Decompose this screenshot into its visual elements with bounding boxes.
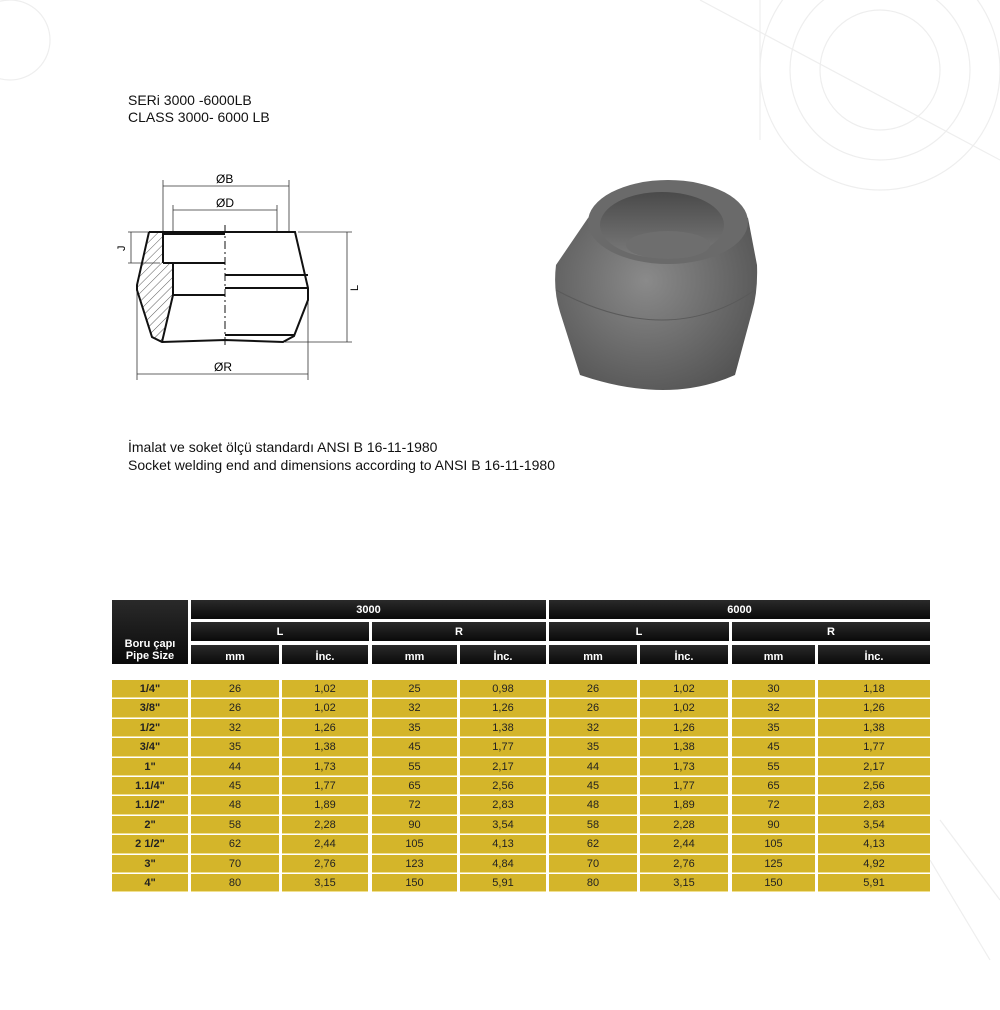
table-cell: 70 (191, 855, 279, 873)
table-cell: 4,92 (818, 855, 930, 873)
subgroup-header: L (191, 622, 369, 641)
table-cell: 1,26 (818, 699, 930, 718)
table-cell: 2,44 (282, 835, 368, 854)
table-cell: 35 (372, 719, 457, 737)
table-cell: 70 (549, 855, 637, 873)
class-title: CLASS 3000- 6000 LB (128, 109, 270, 125)
table-cell: 32 (549, 719, 637, 737)
table-cell: 55 (372, 758, 457, 776)
unit-header: İnc. (282, 645, 368, 664)
pipe-size-cell: 1.1/2" (112, 796, 188, 815)
table-cell: 5,91 (818, 874, 930, 892)
pipe-size-cell: 1.1/4" (112, 777, 188, 795)
unit-header: mm (732, 645, 815, 664)
table-cell: 2,56 (818, 777, 930, 795)
table-cell: 2,28 (640, 816, 728, 834)
label-d: ØD (216, 196, 234, 210)
unit-header: mm (372, 645, 457, 664)
table-cell: 1,18 (818, 680, 930, 698)
pipe-size-cell: 1" (112, 758, 188, 776)
table-cell: 1,02 (640, 680, 728, 698)
table-cell: 1,89 (640, 796, 728, 815)
table-cell: 150 (732, 874, 815, 892)
table-cell: 45 (372, 738, 457, 757)
table-cell: 45 (549, 777, 637, 795)
table-cell: 26 (191, 699, 279, 718)
table-cell: 3,15 (282, 874, 368, 892)
table-cell: 72 (732, 796, 815, 815)
label-l: L (349, 284, 361, 291)
group-header: 3000 (191, 600, 546, 619)
table-cell: 2,56 (460, 777, 546, 795)
pipe-size-cell: 1/2" (112, 719, 188, 737)
pipe-size-cell: 3/4" (112, 738, 188, 757)
pipe-size-cell: 2" (112, 816, 188, 834)
table-cell: 2,28 (282, 816, 368, 834)
table-cell: 2,17 (818, 758, 930, 776)
table-cell: 2,17 (460, 758, 546, 776)
subgroup-header: R (372, 622, 546, 641)
table-cell: 45 (191, 777, 279, 795)
pipe-size-header-en: Pipe Size (125, 650, 175, 662)
unit-header: İnc. (818, 645, 930, 664)
subgroup-header: L (549, 622, 729, 641)
label-b: ØB (216, 172, 234, 186)
unit-header: mm (549, 645, 637, 664)
table-cell: 35 (549, 738, 637, 757)
table-cell: 1,77 (818, 738, 930, 757)
fitting-photo (555, 180, 757, 390)
table-cell: 1,26 (282, 719, 368, 737)
table-cell: 65 (732, 777, 815, 795)
table-cell: 2,44 (640, 835, 728, 854)
table-cell: 80 (191, 874, 279, 892)
table-cell: 1,02 (282, 699, 368, 718)
table-cell: 32 (732, 699, 815, 718)
technical-drawing (0, 0, 1000, 420)
table-cell: 1,77 (282, 777, 368, 795)
table-cell: 44 (549, 758, 637, 776)
pipe-size-header (112, 600, 188, 664)
table-cell: 1,77 (640, 777, 728, 795)
table-cell: 2,76 (640, 855, 728, 873)
table-cell: 125 (732, 855, 815, 873)
series-title: SERi 3000 -6000LB (128, 92, 252, 108)
table-cell: 1,38 (460, 719, 546, 737)
table-cell: 30 (732, 680, 815, 698)
table-cell: 65 (372, 777, 457, 795)
table-cell: 80 (549, 874, 637, 892)
table-cell: 4,13 (460, 835, 546, 854)
pipe-size-cell: 4" (112, 874, 188, 892)
table-cell: 1,73 (640, 758, 728, 776)
table-cell: 58 (191, 816, 279, 834)
pipe-size-cell: 3" (112, 855, 188, 873)
standard-note-tr: İmalat ve soket ölçü standardı ANSI B 16-11-1980 (128, 439, 438, 455)
table-cell: 0,98 (460, 680, 546, 698)
table-cell: 90 (372, 816, 457, 834)
pipe-size-header-tr: Boru çapı (124, 638, 176, 650)
table-cell: 62 (549, 835, 637, 854)
table-cell: 48 (549, 796, 637, 815)
unit-header: İnc. (640, 645, 728, 664)
table-cell: 72 (372, 796, 457, 815)
pipe-size-cell: 2 1/2" (112, 835, 188, 854)
unit-header: mm (191, 645, 279, 664)
table-cell: 4,13 (818, 835, 930, 854)
pipe-size-cell: 3/8" (112, 699, 188, 718)
table-cell: 55 (732, 758, 815, 776)
table-cell: 1,38 (640, 738, 728, 757)
table-cell: 1,73 (282, 758, 368, 776)
table-cell: 105 (372, 835, 457, 854)
table-cell: 90 (732, 816, 815, 834)
table-cell: 62 (191, 835, 279, 854)
table-cell: 26 (191, 680, 279, 698)
table-cell: 4,84 (460, 855, 546, 873)
table-cell: 3,15 (640, 874, 728, 892)
table-cell: 1,89 (282, 796, 368, 815)
table-cell: 1,02 (640, 699, 728, 718)
table-cell: 2,83 (818, 796, 930, 815)
table-cell: 1,26 (640, 719, 728, 737)
table-cell: 105 (732, 835, 815, 854)
pipe-size-cell: 1/4" (112, 680, 188, 698)
table-cell: 123 (372, 855, 457, 873)
label-r: ØR (214, 360, 232, 374)
table-cell: 48 (191, 796, 279, 815)
table-cell: 3,54 (818, 816, 930, 834)
unit-header: İnc. (460, 645, 546, 664)
table-cell: 58 (549, 816, 637, 834)
subgroup-header: R (732, 622, 930, 641)
group-header: 6000 (549, 600, 930, 619)
table-cell: 44 (191, 758, 279, 776)
table-cell: 32 (372, 699, 457, 718)
standard-note-en: Socket welding end and dimensions according to ANSI B 16-11-1980 (128, 457, 556, 473)
table-cell: 1,38 (282, 738, 368, 757)
table-cell: 5,91 (460, 874, 546, 892)
table-cell: 35 (191, 738, 279, 757)
table-cell: 1,26 (460, 699, 546, 718)
table-cell: 32 (191, 719, 279, 737)
table-cell: 35 (732, 719, 815, 737)
table-cell: 25 (372, 680, 457, 698)
table-cell: 2,76 (282, 855, 368, 873)
table-cell: 1,02 (282, 680, 368, 698)
table-cell: 2,83 (460, 796, 546, 815)
table-cell: 150 (372, 874, 457, 892)
table-cell: 26 (549, 680, 637, 698)
table-cell: 3,54 (460, 816, 546, 834)
table-cell: 45 (732, 738, 815, 757)
label-j: J (116, 245, 128, 251)
table-cell: 1,77 (460, 738, 546, 757)
table-cell: 1,38 (818, 719, 930, 737)
table-cell: 26 (549, 699, 637, 718)
